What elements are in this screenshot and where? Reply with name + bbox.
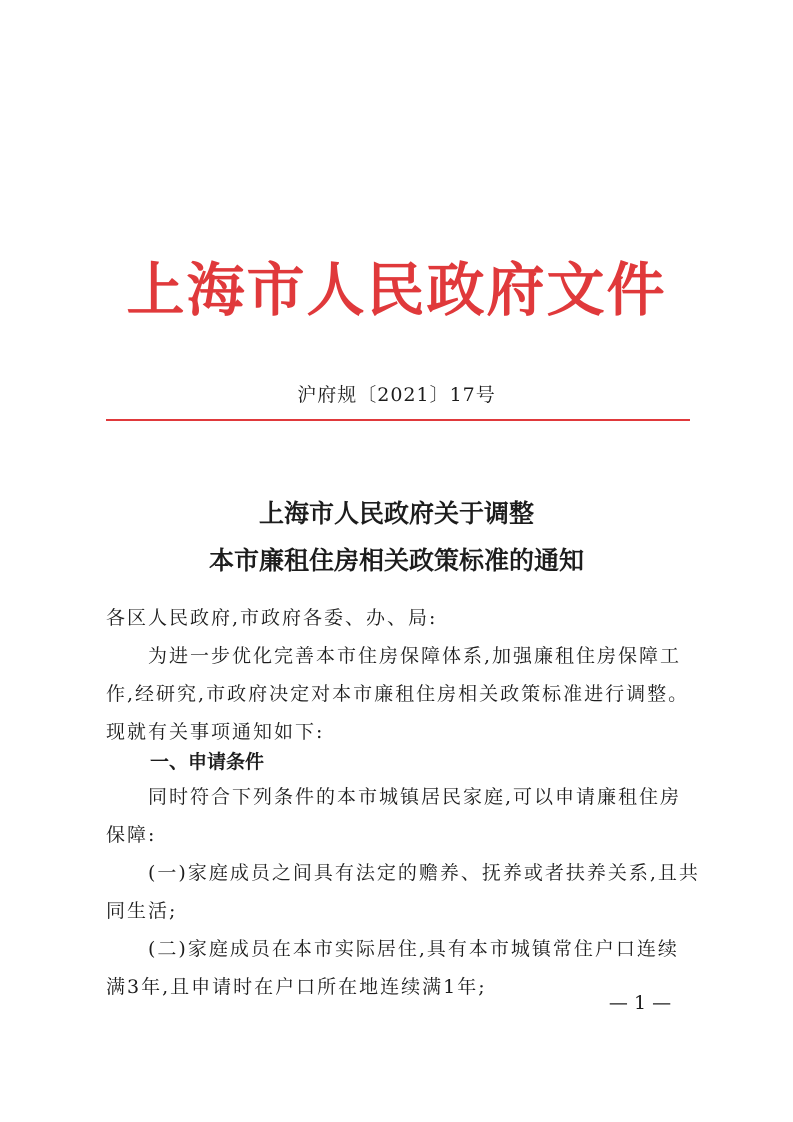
section1-line-2: 保障: [106, 824, 157, 846]
masthead-title: 上海市人民政府文件 [126, 256, 667, 324]
notice-title-line-1: 上海市人民政府关于调整 [258, 499, 534, 528]
intro-line-3: 现就有关事项通知如下: [106, 721, 325, 743]
notice-title-line-2: 本市廉租住房相关政策标准的通知 [208, 546, 584, 575]
salutation: 各区人民政府,市政府各委、办、局: [106, 607, 438, 629]
item2-line-1: (二)家庭成员在本市实际居住,具有本市城镇常住户口连续 [106, 938, 679, 960]
document-number: 沪府规〔2021〕17号 [297, 384, 496, 406]
item1-line-2: 同生活; [106, 900, 178, 922]
intro-line-1: 为进一步优化完善本市住房保障体系,加强廉租住房保障工 [106, 645, 682, 667]
item2-line-2: 满3年,且申请时在户口所在地连续满1年; [106, 976, 487, 998]
intro-line-2: 作,经研究,市政府决定对本市廉租住房相关政策标准进行调整。 [106, 683, 690, 705]
section-heading: 一、申请条件 [150, 751, 265, 773]
page-number: — 1 — [608, 992, 672, 1014]
section1-line-1: 同时符合下列条件的本市城镇居民家庭,可以申请廉租住房 [106, 786, 682, 808]
red-divider [106, 419, 690, 421]
item1-line-1: (一)家庭成员之间具有法定的赡养、抚养或者扶养关系,且共 [106, 862, 700, 884]
